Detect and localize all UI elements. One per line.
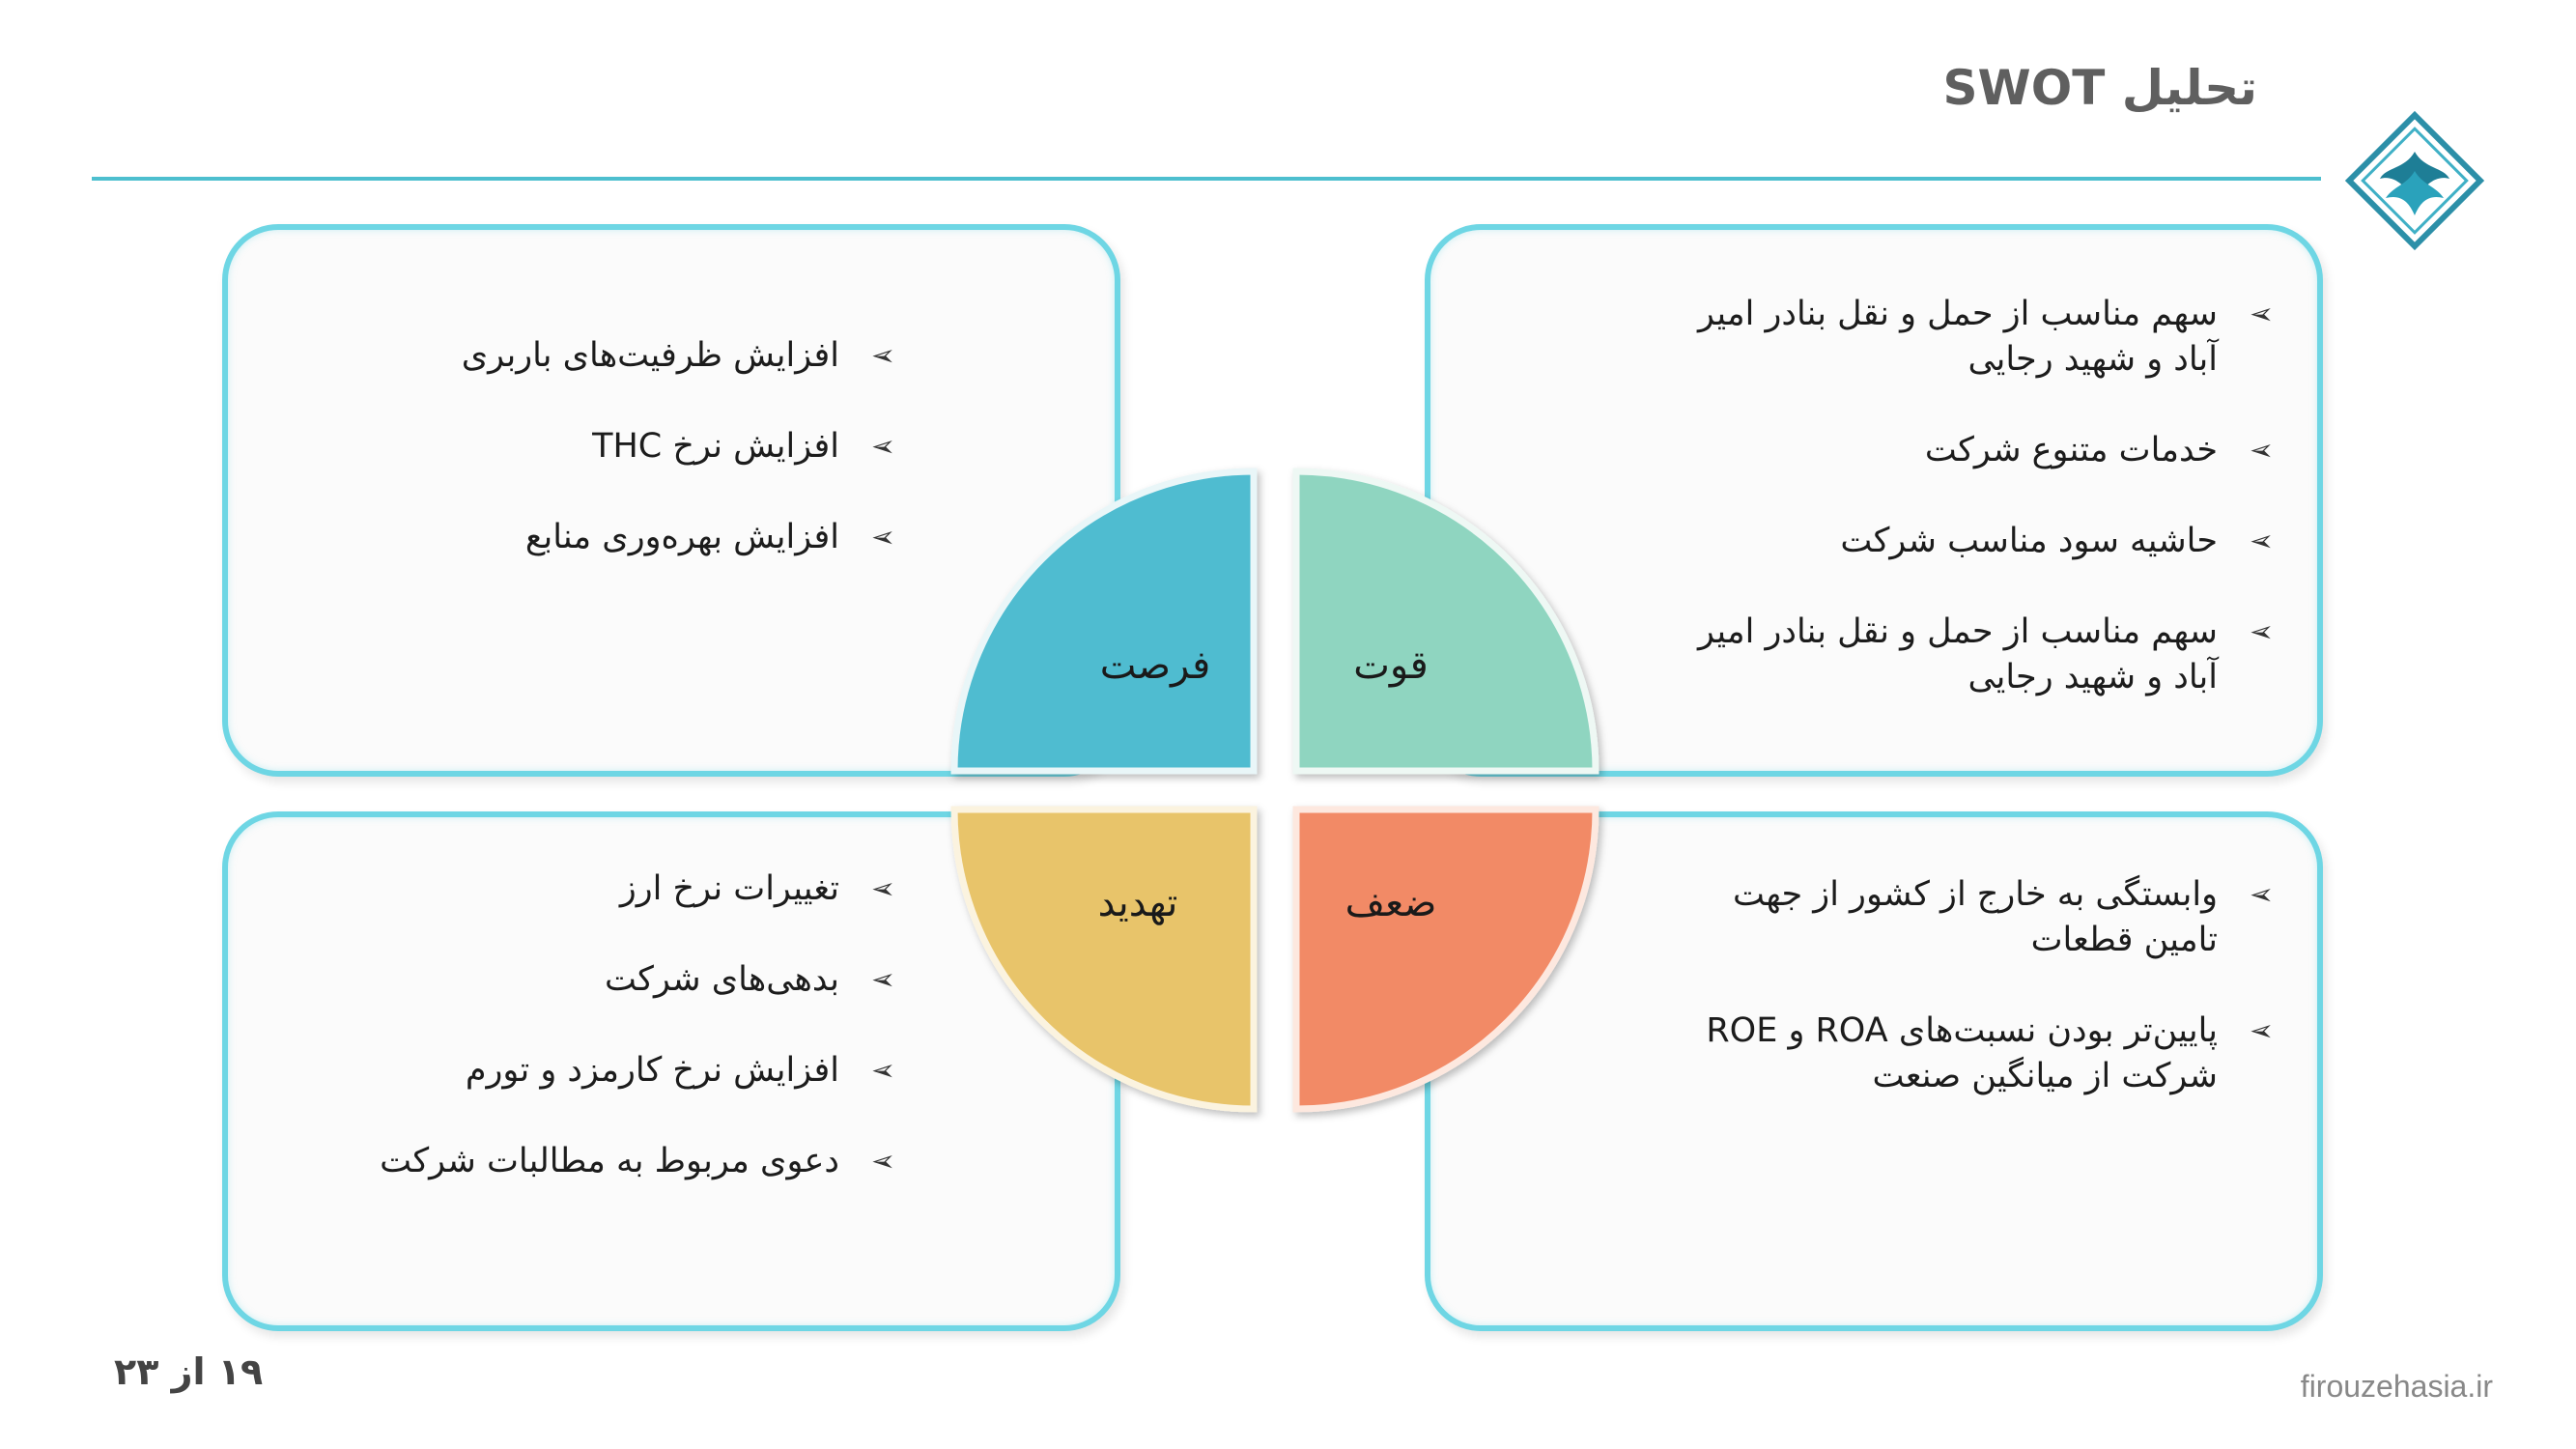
swot-quadrant-diagram [937, 444, 1613, 1140]
chevron-bullet-icon: ➢ [870, 1054, 895, 1088]
chevron-bullet-icon: ➢ [870, 963, 895, 997]
quadrant-strength [1296, 471, 1596, 771]
chevron-bullet-icon: ➢ [2249, 615, 2274, 649]
page-number: ۱۹ از ۲۳ [114, 1350, 264, 1393]
chevron-bullet-icon: ➢ [2249, 878, 2274, 912]
chevron-bullet-icon: ➢ [2249, 434, 2274, 468]
list-item: ➢ خدمات متنوع شرکت [1656, 428, 2274, 473]
strengths-list [1656, 292, 2274, 746]
list-item: ➢ سهم مناسب از حمل و نقل بنادر امیر آباد و شهید رجایی [1656, 292, 2274, 383]
chevron-bullet-icon: ➢ [2249, 1014, 2274, 1048]
threats-list [181, 867, 895, 1230]
chevron-bullet-icon: ➢ [870, 339, 895, 373]
header-divider [92, 177, 2321, 181]
list-item: ➢ دعوی مربوط به مطالبات شرکت [181, 1139, 895, 1184]
chevron-bullet-icon: ➢ [870, 872, 895, 906]
strength-label: قوت [1353, 643, 1429, 688]
list-item: ➢ بدهی‌های شرکت [181, 957, 895, 1003]
quadrant-opportunity [954, 471, 1254, 771]
chevron-bullet-icon: ➢ [870, 1145, 895, 1179]
opportunity-label: فرصت [1099, 643, 1211, 688]
quadrant-weakness [1296, 810, 1596, 1109]
weakness-label: ضعف [1345, 881, 1437, 925]
chevron-bullet-icon: ➢ [2249, 525, 2274, 558]
website-url: firouzehasia.ir [2300, 1369, 2493, 1404]
opportunities-list [277, 333, 895, 606]
list-item: ➢ پایین‌تر بودن نسبت‌های ROA و ROE شرکت از میانگین صنعت [1656, 1009, 2274, 1099]
page-title: تحلیل SWOT [1942, 60, 2257, 116]
list-item: ➢ تغییرات نرخ ارز [181, 867, 895, 912]
chevron-bullet-icon: ➢ [870, 430, 895, 464]
firouzeh-logo-icon [2342, 108, 2487, 253]
list-item: ➢ سهم مناسب از حمل و نقل بنادر امیر آباد و شهید رجایی [1656, 610, 2274, 700]
threat-label: تهدید [1097, 881, 1178, 925]
chevron-bullet-icon: ➢ [2249, 298, 2274, 331]
list-item: ➢ حاشیه سود مناسب شرکت [1656, 519, 2274, 564]
list-item: ➢ افزایش نرخ THC [277, 424, 895, 469]
list-item: ➢ افزایش ظرفیت‌های باربری [277, 333, 895, 379]
chevron-bullet-icon: ➢ [870, 521, 895, 554]
list-item: ➢ وابستگی به خارج از کشور از جهت تامین قطعات [1656, 872, 2274, 963]
weaknesses-list [1656, 872, 2274, 1145]
quadrant-threat [954, 810, 1254, 1109]
list-item: ➢ افزایش بهره‌وری منابع [277, 515, 895, 560]
list-item: ➢ افزایش نرخ کارمزد و تورم [181, 1048, 895, 1094]
